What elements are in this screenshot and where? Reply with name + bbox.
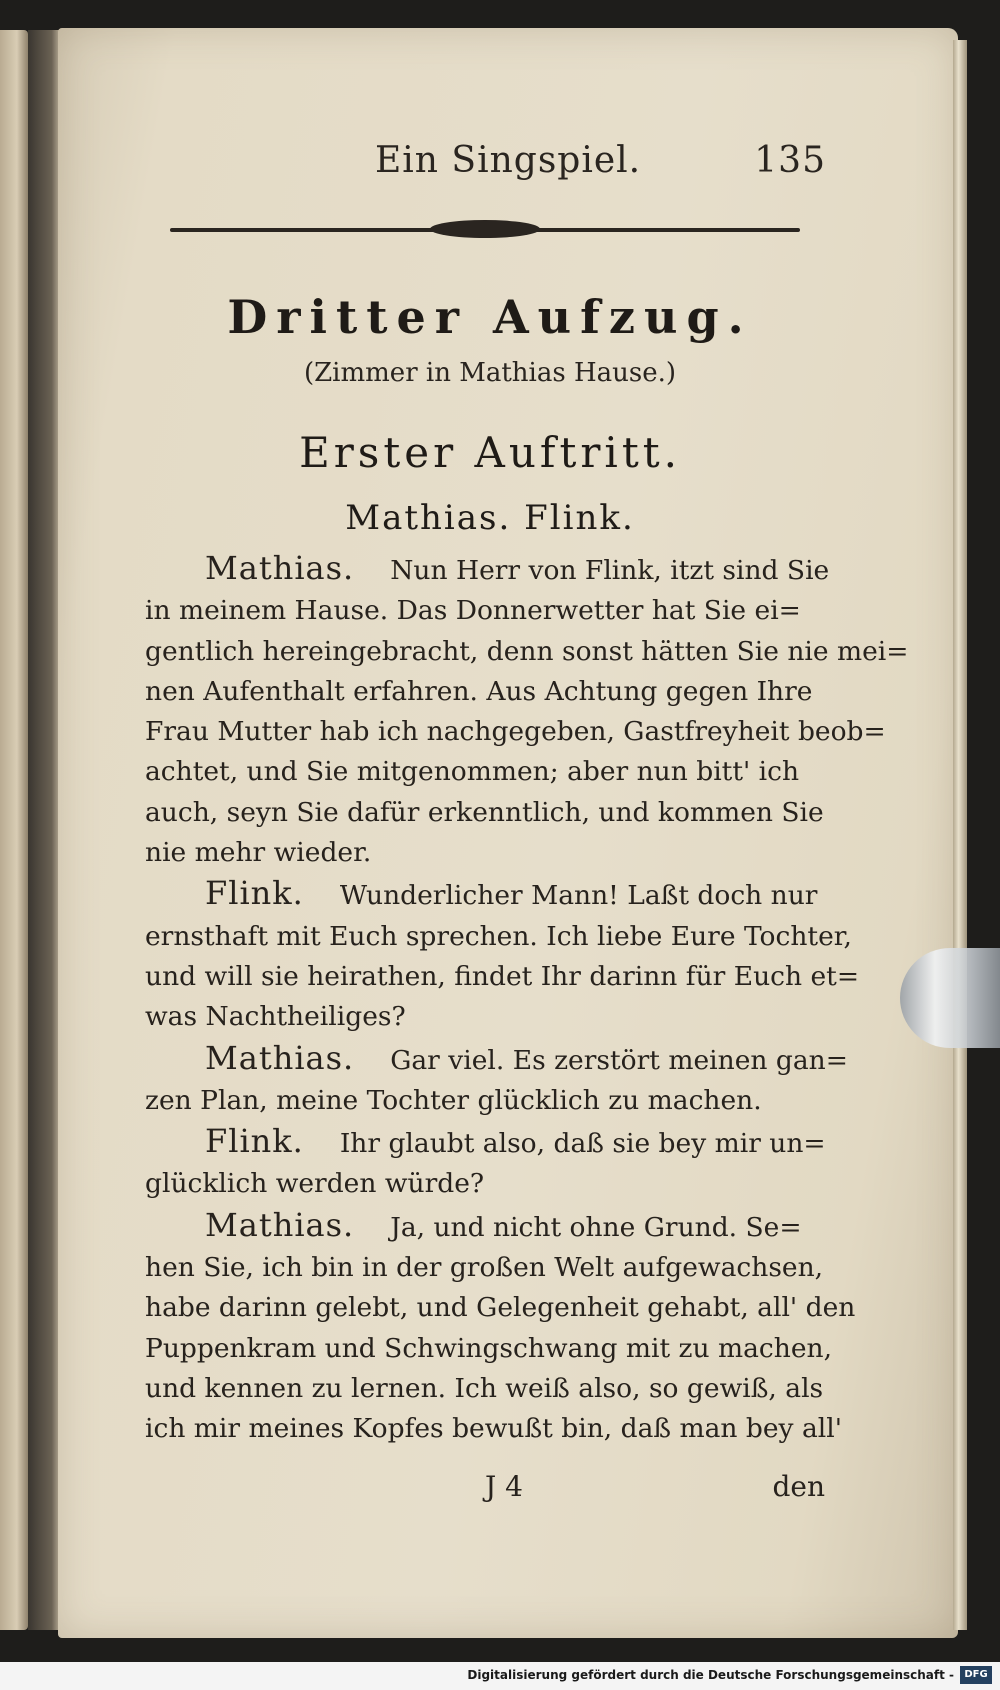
- page-footer-marks: [145, 1470, 825, 1510]
- dialogue-line: [145, 1288, 856, 1328]
- speaker-name: Mathias.: [205, 1205, 355, 1244]
- rule-ornament: [430, 220, 540, 238]
- line-text: habe darinn gelebt, und Gelegenheit gehabt, all' den: [145, 1292, 856, 1324]
- dialogue-line: [145, 1329, 833, 1369]
- dialogue-line: [145, 712, 886, 752]
- line-text: Frau Mutter hab ich nachgegeben, Gastfreyheit beob=: [145, 716, 886, 748]
- signature-mark: J 4: [485, 1470, 523, 1503]
- line-text: ich mir meines Kopfes bewußt bin, daß man bey all': [145, 1413, 842, 1445]
- dialogue-line: [145, 1409, 842, 1449]
- line-text: nie mehr wieder.: [145, 837, 372, 869]
- line-text: ernsthaft mit Euch sprechen. Ich liebe Eure Tochter,: [145, 920, 852, 952]
- footer-credit: Digitalisierung gefördert durch die Deutsche Forschungsgemeinschaft -: [467, 1668, 954, 1682]
- dialogue-line: [145, 793, 825, 833]
- dialogue-line: [145, 997, 825, 1037]
- speaker-name: Flink.: [205, 1122, 304, 1161]
- line-text: Ja, und nicht ohne Grund. Se=: [390, 1211, 802, 1243]
- dialogue-line: [145, 548, 830, 591]
- dialogue-line: [145, 833, 825, 873]
- dialogue-line: [145, 1369, 825, 1409]
- line-text: und will sie heirathen, findet Ihr darinn für Euch et=: [145, 960, 860, 992]
- dialogue-line: [145, 873, 825, 916]
- line-text: hen Sie, ich bin in der großen Welt aufgewachsen,: [145, 1252, 824, 1284]
- previous-page-edge: [0, 30, 28, 1630]
- digitization-footer: [0, 1662, 1000, 1690]
- page-number: 135: [754, 140, 826, 181]
- speaker-name: Flink.: [205, 874, 304, 913]
- line-text: achtet, und Sie mitgenommen; aber nun bitt' ich: [145, 756, 800, 788]
- line-text: Wunderlicher Mann! Laßt doch nur: [339, 880, 818, 912]
- speaker-name: Mathias.: [205, 549, 355, 587]
- dialogue-line: [145, 1038, 848, 1081]
- scene-title: Erster Auftritt.: [299, 428, 681, 477]
- line-text: nen Aufenthalt erfahren. Aus Achtung gegen Ihre: [145, 675, 813, 707]
- dialogue-line: [145, 1121, 825, 1164]
- line-text: und kennen zu lernen. Ich weiß also, so gewiß, als: [145, 1372, 824, 1404]
- line-text: was Nachtheiliges?: [145, 1001, 406, 1033]
- dialogue-line: [145, 1081, 825, 1121]
- line-text: zen Plan, meine Tochter glücklich zu machen.: [145, 1084, 762, 1116]
- characters-list: Mathias. Flink.: [345, 498, 635, 538]
- line-text: Gar viel. Es zerstört meinen gan=: [390, 1044, 848, 1076]
- line-text: gentlich hereingebracht, denn sonst hätten Sie nie mei=: [145, 635, 909, 667]
- dfg-logo: DFG: [960, 1666, 992, 1684]
- page-edge: [953, 40, 967, 1630]
- book-gutter: [28, 30, 62, 1630]
- act-title: Dritter Aufzug.: [227, 290, 753, 344]
- line-text: in meinem Hause. Das Donnerwetter hat Sie ei=: [145, 595, 801, 627]
- dialogue-line: [145, 752, 825, 792]
- catchword: den: [772, 1470, 825, 1503]
- line-text: Ihr glaubt also, daß sie bey mir un=: [339, 1128, 826, 1160]
- dialogue-line: [145, 1205, 825, 1248]
- dialogue-line: [145, 957, 860, 997]
- dialogue-line: [145, 632, 909, 672]
- running-title: Ein Singspiel.: [375, 140, 642, 181]
- running-head: [320, 140, 840, 190]
- dialogue-line: [145, 1248, 825, 1288]
- page-clip: [900, 948, 1000, 1048]
- line-text: glücklich werden würde?: [145, 1168, 485, 1200]
- dialogue-line: [145, 591, 825, 631]
- speaker-name: Mathias.: [205, 1038, 355, 1077]
- dialogue-line: [145, 672, 825, 712]
- scene-setting: (Zimmer in Mathias Hause.): [303, 358, 677, 388]
- dialogue-text: [145, 548, 909, 1450]
- line-text: auch, seyn Sie dafür erkenntlich, und kommen Sie: [145, 796, 824, 828]
- dialogue-line: [145, 917, 852, 957]
- dialogue-line: [145, 1164, 825, 1204]
- line-text: Puppenkram und Schwingschwang mit zu machen,: [145, 1332, 833, 1364]
- line-text: Nun Herr von Flink, itzt sind Sie: [390, 555, 830, 586]
